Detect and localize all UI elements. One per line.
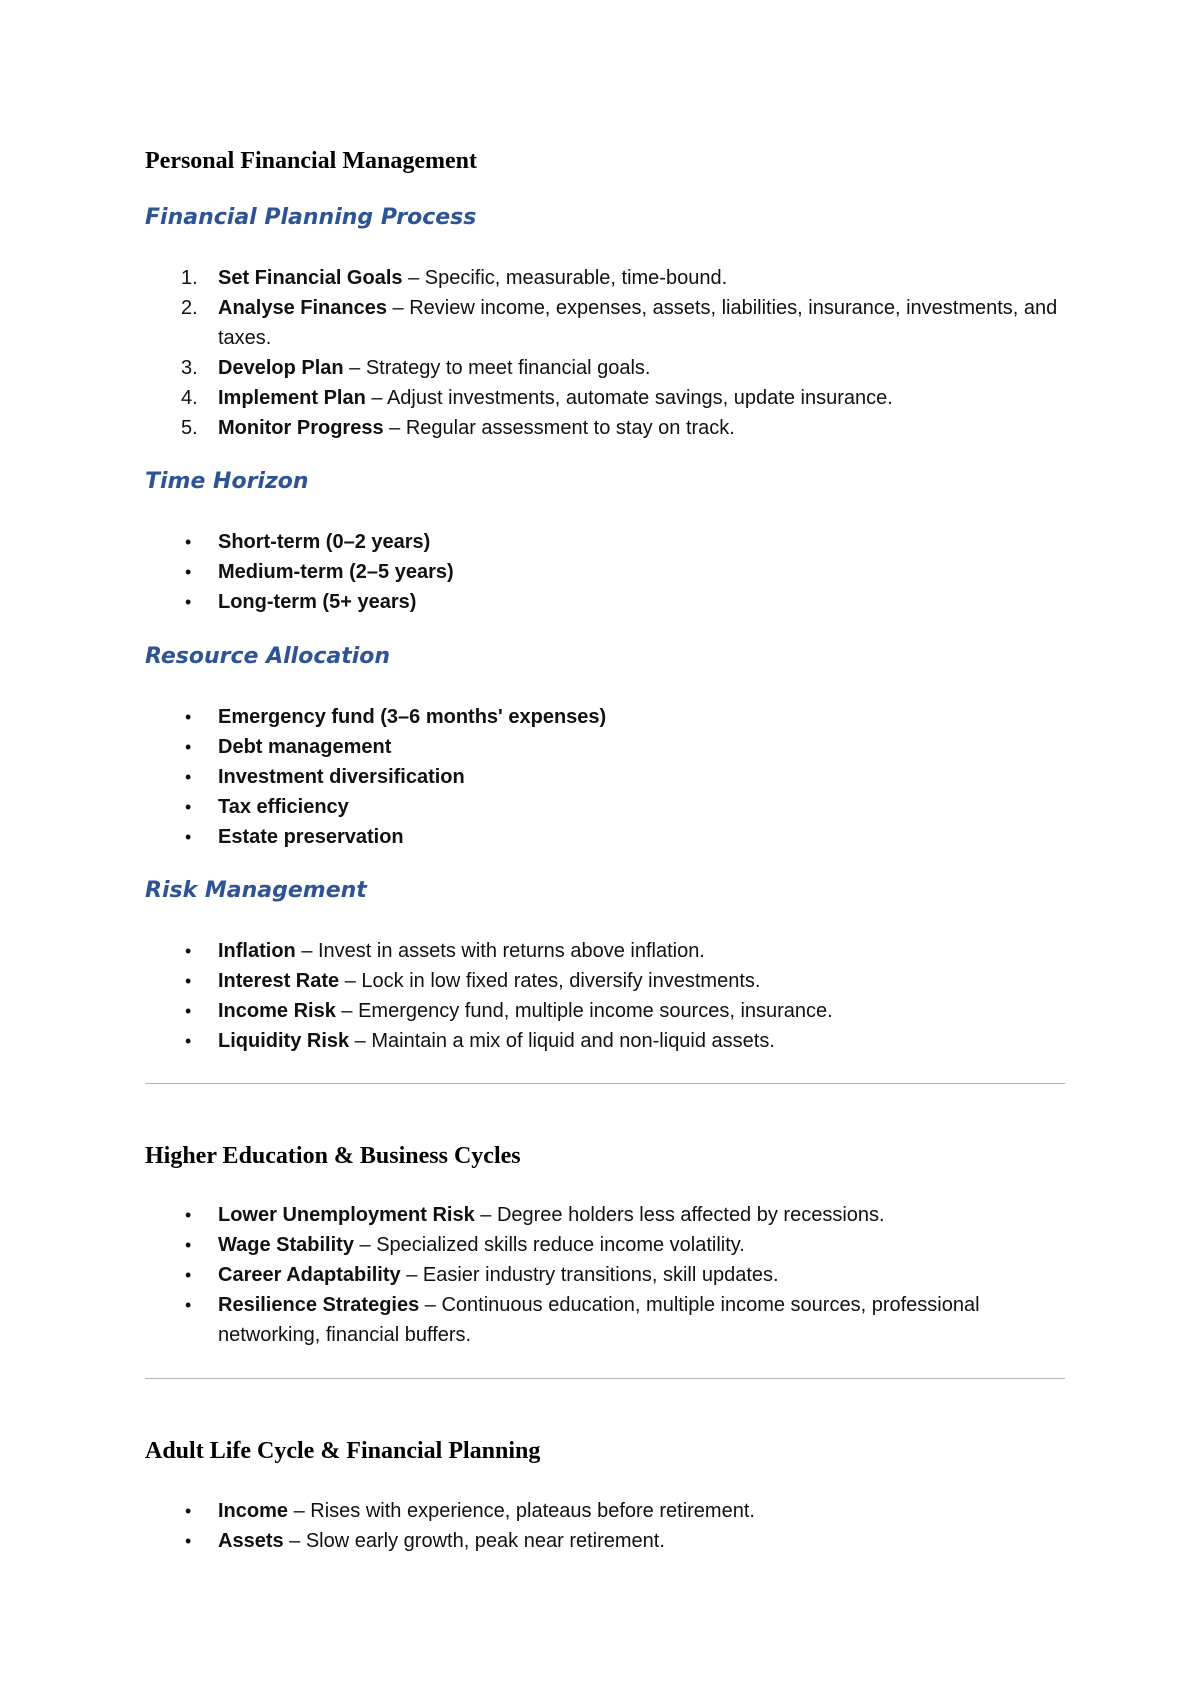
bullet-icon: • bbox=[185, 767, 192, 787]
item-term: Implement Plan bbox=[218, 387, 366, 409]
list-item bbox=[145, 1526, 1065, 1556]
item-description: – Invest in assets with returns above inflation. bbox=[295, 940, 705, 962]
list-item bbox=[145, 1260, 1065, 1290]
adult-life-cycle-title: Adult Life Cycle & Financial Planning bbox=[145, 1438, 541, 1464]
bullet-icon: • bbox=[185, 1295, 192, 1315]
bullet-icon: • bbox=[185, 1501, 192, 1521]
item-description: – Lock in low fixed rates, diversify investments. bbox=[339, 970, 761, 992]
risk-management-list bbox=[145, 936, 1065, 1056]
list-item bbox=[145, 293, 1065, 353]
section-divider bbox=[145, 1378, 1065, 1379]
bullet-icon: • bbox=[185, 532, 192, 552]
planning-steps-list bbox=[145, 263, 1065, 443]
item-term: Assets bbox=[218, 1530, 284, 1552]
list-item bbox=[145, 762, 1065, 792]
bullet-icon: • bbox=[185, 971, 192, 991]
list-item bbox=[145, 383, 1065, 413]
item-term: Lower Unemployment Risk bbox=[218, 1204, 475, 1226]
risk-management-heading: Risk Management bbox=[145, 878, 367, 903]
resource-allocation-heading: Resource Allocation bbox=[145, 644, 391, 669]
personal-finance-title: Personal Financial Management bbox=[145, 148, 477, 174]
list-item bbox=[145, 587, 1065, 617]
item-term: Develop Plan bbox=[218, 357, 344, 379]
item-term: Medium-term (2–5 years) bbox=[218, 561, 454, 583]
list-item bbox=[145, 792, 1065, 822]
time-horizon-heading: Time Horizon bbox=[145, 469, 309, 494]
list-number: 1. bbox=[181, 267, 198, 289]
list-item bbox=[145, 966, 1065, 996]
item-description: – Strategy to meet financial goals. bbox=[343, 357, 651, 379]
item-description: – Slow early growth, peak near retirement. bbox=[283, 1530, 665, 1552]
list-item bbox=[145, 353, 1065, 383]
list-item bbox=[145, 702, 1065, 732]
list-item bbox=[145, 1200, 1065, 1230]
bullet-icon: • bbox=[185, 592, 192, 612]
item-term: Income Risk bbox=[218, 1000, 336, 1022]
bullet-icon: • bbox=[185, 827, 192, 847]
item-description: – Easier industry transitions, skill updates. bbox=[400, 1264, 779, 1286]
item-description: – Specific, measurable, time-bound. bbox=[402, 267, 728, 289]
bullet-icon: • bbox=[185, 941, 192, 961]
item-term: Resilience Strategies bbox=[218, 1294, 420, 1316]
section-divider bbox=[145, 1083, 1065, 1084]
bullet-icon: • bbox=[185, 737, 192, 757]
item-description: – Rises with experience, plateaus before retirement. bbox=[288, 1500, 755, 1522]
item-description: – Regular assessment to stay on track. bbox=[383, 417, 735, 439]
item-term: Investment diversification bbox=[218, 766, 465, 788]
list-item bbox=[145, 996, 1065, 1026]
list-number: 3. bbox=[181, 357, 198, 379]
list-item bbox=[145, 1496, 1065, 1526]
bullet-icon: • bbox=[185, 707, 192, 727]
bullet-icon: • bbox=[185, 1001, 192, 1021]
item-term: Liquidity Risk bbox=[218, 1030, 350, 1052]
resource-allocation-list bbox=[145, 702, 1065, 852]
list-item bbox=[145, 732, 1065, 762]
item-description: – Review income, expenses, assets, liabilities, insurance, investments, and taxes. bbox=[218, 297, 1058, 349]
item-term: Monitor Progress bbox=[218, 417, 384, 439]
list-item bbox=[145, 822, 1065, 852]
item-term: Wage Stability bbox=[218, 1234, 354, 1256]
item-term: Career Adaptability bbox=[218, 1264, 401, 1286]
item-description: – Continuous education, multiple income sources, professional networking, financial buffers. bbox=[218, 1294, 980, 1346]
item-description: – Emergency fund, multiple income sources, insurance. bbox=[335, 1000, 833, 1022]
item-term: Interest Rate bbox=[218, 970, 340, 992]
bullet-icon: • bbox=[185, 1031, 192, 1051]
list-number: 4. bbox=[181, 387, 198, 409]
bullet-icon: • bbox=[185, 1531, 192, 1551]
list-item bbox=[145, 557, 1065, 587]
bullet-icon: • bbox=[185, 1205, 192, 1225]
list-number: 5. bbox=[181, 417, 198, 439]
list-item bbox=[145, 527, 1065, 557]
list-item bbox=[145, 1290, 1065, 1350]
item-term: Estate preservation bbox=[218, 826, 404, 848]
bullet-icon: • bbox=[185, 562, 192, 582]
list-item bbox=[145, 263, 1065, 293]
planning-process-heading: Financial Planning Process bbox=[145, 205, 477, 230]
item-description: – Maintain a mix of liquid and non-liquid assets. bbox=[349, 1030, 775, 1052]
item-term: Long-term (5+ years) bbox=[218, 591, 417, 613]
item-term: Set Financial Goals bbox=[218, 267, 403, 289]
bullet-icon: • bbox=[185, 797, 192, 817]
list-item bbox=[145, 936, 1065, 966]
list-number: 2. bbox=[181, 297, 198, 319]
item-description: – Degree holders less affected by recessions. bbox=[474, 1204, 885, 1226]
bullet-icon: • bbox=[185, 1235, 192, 1255]
item-description: – Adjust investments, automate savings, update insurance. bbox=[365, 387, 893, 409]
bullet-icon: • bbox=[185, 1265, 192, 1285]
adult-life-cycle-list bbox=[145, 1496, 1065, 1556]
item-term: Tax efficiency bbox=[218, 796, 349, 818]
list-item bbox=[145, 1230, 1065, 1260]
item-term: Inflation bbox=[218, 940, 296, 962]
list-item bbox=[145, 413, 1065, 443]
item-description: – Specialized skills reduce income volatility. bbox=[353, 1234, 745, 1256]
time-horizon-list bbox=[145, 527, 1065, 617]
item-term: Analyse Finances bbox=[218, 297, 387, 319]
list-item bbox=[145, 1026, 1065, 1056]
higher-education-list bbox=[145, 1200, 1065, 1350]
item-term: Short-term (0–2 years) bbox=[218, 531, 431, 553]
item-term: Debt management bbox=[218, 736, 392, 758]
item-term: Income bbox=[218, 1500, 289, 1522]
higher-education-title: Higher Education & Business Cycles bbox=[145, 1143, 521, 1169]
item-term: Emergency fund (3–6 months' expenses) bbox=[218, 706, 607, 728]
